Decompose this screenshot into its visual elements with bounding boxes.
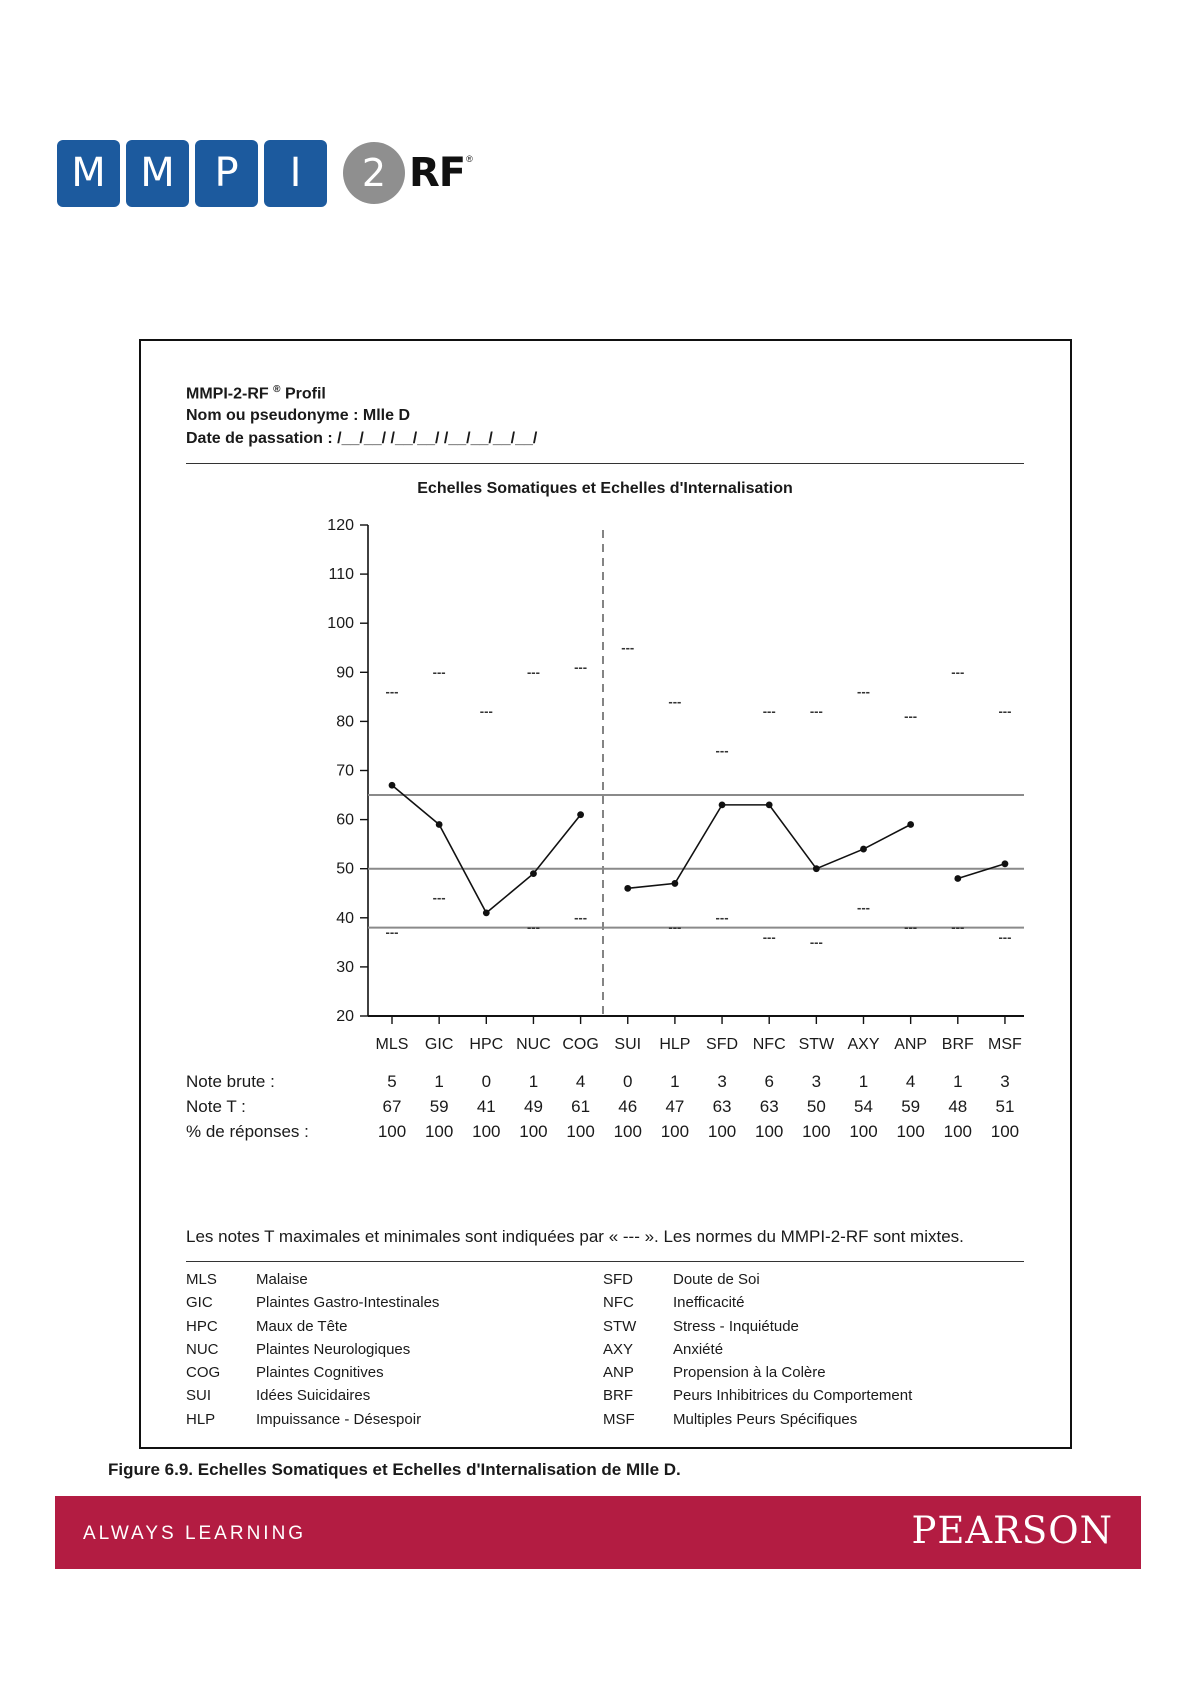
y-tick-label: 110 (328, 566, 354, 584)
legend-label: Plaintes Neurologiques (256, 1340, 411, 1358)
t-score-value: 67 (382, 1097, 402, 1116)
legend-left-labels (256, 1268, 439, 1431)
profile-title-suffix: Profil (284, 385, 326, 403)
raw-score-value: 1 (953, 1072, 963, 1091)
legend-code: NFC (603, 1294, 634, 1312)
data-point (389, 782, 396, 789)
legend-code: BRF (603, 1387, 633, 1405)
profile-line (628, 805, 911, 888)
legend-code: AXY (603, 1340, 634, 1358)
t-score-value: 49 (523, 1097, 543, 1116)
max-marker: --- (385, 683, 399, 699)
data-point (672, 880, 679, 887)
t-score-label: Note T : (186, 1097, 246, 1116)
legend-label: Anxiété (673, 1340, 724, 1358)
legend-code: HLP (186, 1410, 216, 1428)
legend-code: SFD (603, 1271, 633, 1288)
x-tick-label: NFC (752, 1036, 786, 1053)
t-score-value: 63 (759, 1097, 779, 1116)
data-point (813, 865, 820, 872)
min-marker: --- (385, 924, 399, 940)
max-marker: --- (479, 703, 493, 719)
x-tick-label: HPC (469, 1036, 504, 1053)
legend-label: Plaintes Cognitives (256, 1364, 384, 1382)
t-score-value: 59 (429, 1097, 449, 1116)
min-marker: --- (809, 934, 823, 950)
y-tick-label: 50 (336, 860, 354, 878)
data-point (1002, 860, 1009, 867)
response-percent-value: 100 (943, 1122, 972, 1141)
profile-line (958, 864, 1005, 879)
raw-score-value: 3 (717, 1072, 727, 1091)
profile-line (392, 785, 581, 913)
min-marker: --- (998, 929, 1012, 945)
x-tick-label: SFD (706, 1036, 739, 1053)
max-marker: --- (857, 683, 870, 699)
legend-code: MSF (603, 1410, 635, 1428)
t-score-value: 50 (806, 1097, 826, 1116)
min-marker: --- (857, 899, 870, 915)
logo-letter-i: I (264, 140, 327, 207)
legend-right-labels (673, 1268, 912, 1431)
response-percent-value: 100 (377, 1122, 407, 1141)
raw-score-value: 1 (670, 1072, 680, 1091)
response-percent-value: 100 (990, 1122, 1020, 1141)
logo-letter-m1: M (57, 140, 120, 207)
max-marker: --- (904, 708, 918, 724)
x-tick-label: BRF (941, 1036, 974, 1053)
min-marker: --- (574, 909, 588, 925)
response-percent-value: 100 (472, 1122, 501, 1141)
raw-score-value: 1 (858, 1072, 869, 1091)
legend-label: Impuissance - Désespoir (256, 1410, 422, 1428)
min-marker: --- (526, 919, 540, 935)
legend-label: Doute de Soi (673, 1271, 760, 1288)
chart-title: Echelles Somatiques et Echelles d'Internalisation (417, 480, 793, 497)
raw-score-value: 3 (1000, 1072, 1010, 1091)
response-percent-value: 100 (424, 1122, 454, 1141)
x-tick-label: MLS (375, 1036, 409, 1053)
raw-score-value: 3 (811, 1072, 822, 1091)
t-score-value: 51 (995, 1097, 1015, 1116)
data-point (624, 885, 631, 892)
t-score-value: 59 (901, 1097, 921, 1116)
legend-code: COG (186, 1364, 221, 1382)
y-tick-label: 80 (336, 713, 354, 731)
legend-right-codes (603, 1268, 636, 1431)
t-score-value: 54 (854, 1097, 873, 1116)
legend-code: SUI (186, 1387, 212, 1405)
max-marker: --- (809, 703, 823, 719)
legend-code: STW (603, 1317, 637, 1335)
footer-band (55, 1496, 1141, 1569)
legend-label: Stress - Inquiétude (673, 1317, 799, 1335)
response-percent-value: 100 (660, 1122, 690, 1141)
raw-score-value: 6 (764, 1072, 774, 1091)
max-marker: --- (574, 659, 588, 675)
t-score-value: 48 (948, 1097, 968, 1116)
x-tick-label: MSF (988, 1036, 1022, 1053)
min-marker: --- (951, 919, 965, 935)
y-tick-label: 70 (336, 762, 354, 780)
max-marker: --- (621, 639, 635, 655)
response-percent-value: 100 (613, 1122, 642, 1141)
min-marker: --- (668, 919, 682, 935)
data-point (483, 909, 490, 916)
legend-label: Malaise (256, 1271, 308, 1288)
data-point (436, 821, 443, 828)
legend-code: ANP (603, 1364, 634, 1382)
raw-score-value: 4 (575, 1072, 586, 1091)
footer-tagline: ALWAYS LEARNING (83, 1523, 307, 1544)
legend-label: Idées Suicidaires (256, 1387, 371, 1405)
data-point (860, 846, 867, 853)
t-score-value: 63 (712, 1097, 732, 1116)
legend-left-codes (186, 1268, 220, 1431)
t-score-value: 61 (571, 1097, 591, 1116)
y-tick-label: 40 (336, 909, 354, 927)
data-point (719, 801, 726, 808)
response-percent-value: 100 (519, 1122, 548, 1141)
logo-suffix: RF (409, 150, 466, 196)
pearson-logo: PEARSON (911, 1509, 1113, 1552)
legend-label: Inefficacité (673, 1294, 745, 1312)
x-tick-label: SUI (614, 1036, 642, 1053)
x-tick-label: GIC (424, 1036, 454, 1053)
legend-code: HPC (186, 1317, 218, 1335)
y-tick-label: 20 (336, 1008, 354, 1025)
response-percent-value: 100 (566, 1122, 595, 1141)
logo-letter-m2: M (126, 140, 189, 207)
x-tick-label: COG (562, 1036, 599, 1053)
max-marker: --- (762, 703, 776, 719)
legend-label: Maux de Tête (256, 1317, 348, 1335)
legend-code: MLS (186, 1271, 217, 1288)
raw-score-label: Note brute : (186, 1072, 275, 1091)
raw-score-value: 5 (387, 1072, 397, 1091)
response-percent-value: 100 (896, 1122, 925, 1141)
figure-caption: Figure 6.9. Echelles Somatiques et Echelles d'Internalisation de Mlle D. (108, 1460, 681, 1479)
min-marker: --- (762, 929, 776, 945)
legend-label: Peurs Inhibitrices du Comportement (673, 1387, 913, 1405)
logo-number: 2 (343, 142, 405, 204)
y-tick-label: 30 (336, 958, 354, 976)
max-marker: --- (951, 664, 965, 680)
raw-score-value: 4 (905, 1072, 916, 1091)
y-tick-label: 120 (327, 517, 354, 534)
response-percent-value: 100 (849, 1122, 878, 1141)
x-tick-label: NUC (516, 1036, 551, 1053)
x-tick-label: AXY (847, 1036, 880, 1053)
min-marker: --- (715, 909, 729, 925)
max-marker: --- (432, 664, 446, 680)
min-marker: --- (432, 890, 446, 906)
data-point (766, 801, 773, 808)
name-line: Nom ou pseudonyme : Mlle D (186, 407, 411, 424)
t-score-value: 41 (476, 1097, 496, 1116)
y-tick-label: 60 (336, 811, 354, 829)
logo-registered-mark: ® (466, 154, 473, 164)
response-percent-label: % de réponses : (186, 1122, 309, 1141)
y-tick-label: 100 (327, 615, 354, 633)
max-marker: --- (715, 742, 729, 758)
legend-code: GIC (186, 1294, 213, 1312)
max-marker: --- (998, 703, 1012, 719)
data-point (954, 875, 961, 882)
response-percent-value: 100 (755, 1122, 784, 1141)
raw-score-value: 1 (434, 1072, 444, 1091)
legend-label: Propension à la Colère (673, 1364, 826, 1382)
profile-title-reg: ® (273, 384, 281, 395)
date-line: Date de passation : /__/__/ /__/__/ /__/__/__/__/ (186, 430, 538, 447)
x-tick-label: ANP (894, 1036, 928, 1053)
profile-title-text: MMPI-2-RF (186, 385, 269, 403)
t-score-value: 46 (618, 1097, 638, 1116)
legend-label: Plaintes Gastro-Intestinales (256, 1294, 440, 1312)
t-score-value: 47 (665, 1097, 685, 1116)
data-point (530, 870, 537, 877)
raw-score-value: 0 (623, 1072, 633, 1091)
data-point (577, 811, 584, 818)
y-tick-label: 90 (336, 664, 354, 682)
min-marker: --- (904, 919, 918, 935)
x-tick-label: HLP (659, 1036, 691, 1053)
response-percent-value: 100 (707, 1122, 737, 1141)
raw-score-value: 0 (481, 1072, 492, 1091)
max-marker: --- (526, 664, 540, 680)
logo-letter-p: P (195, 140, 258, 207)
response-percent-value: 100 (802, 1122, 831, 1141)
x-tick-label: STW (798, 1036, 835, 1053)
max-marker: --- (668, 693, 682, 709)
min-max-note: Les notes T maximales et minimales sont indiquées par « --- ». Les normes du MMPI-2-RF sont mixtes. (186, 1227, 964, 1246)
legend-rule (186, 1261, 1024, 1262)
legend-label: Multiples Peurs Spécifiques (673, 1410, 858, 1428)
legend-code: NUC (186, 1340, 219, 1358)
data-point (907, 821, 914, 828)
raw-score-value: 1 (528, 1072, 539, 1091)
